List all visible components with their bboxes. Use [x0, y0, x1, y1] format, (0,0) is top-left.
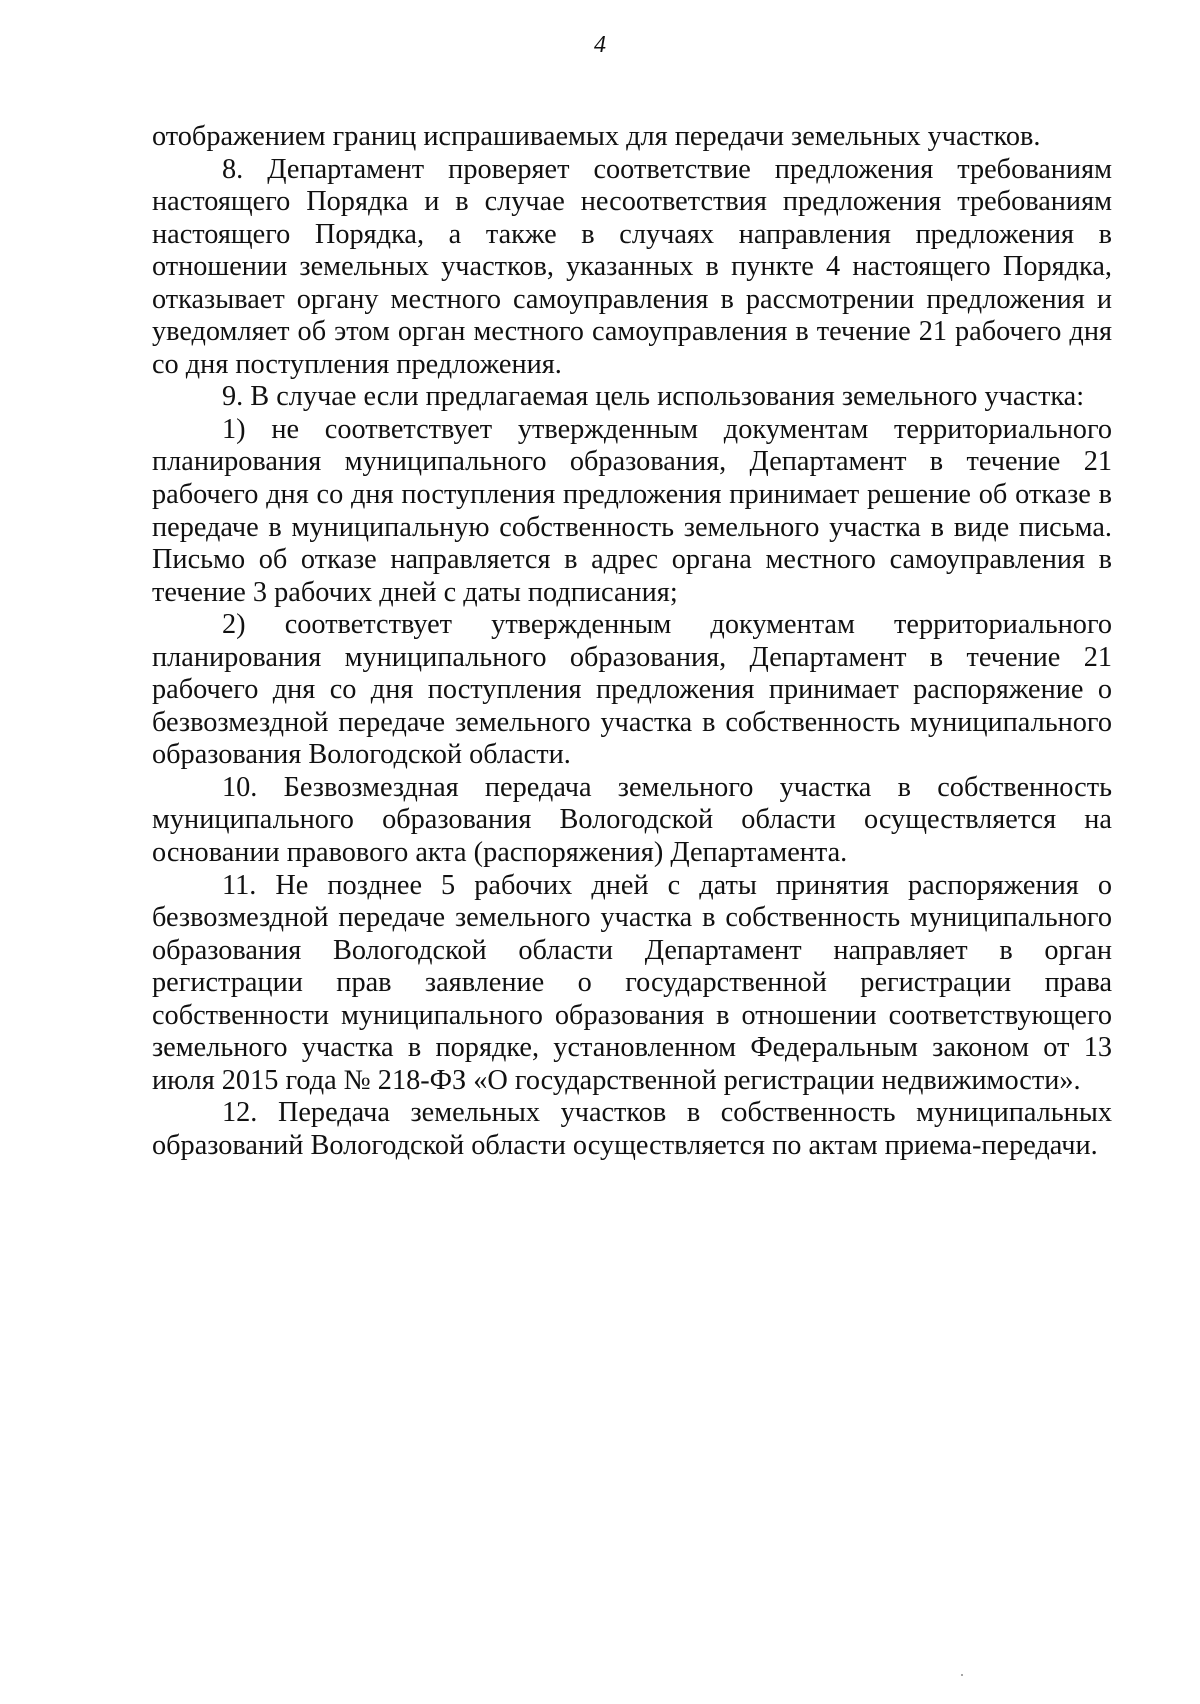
- document-body: [152, 121, 1112, 1163]
- paragraph-item-8: 8. Департамент проверяет соответствие предложения требованиям настоящего Порядка и в случае несоответствия предложения требованиям настоящего Порядка, а также в случаях направления предложения в отношении земельных участков, указанных в пункте 4 настоящего Порядка, отказывает органу местного самоуправления в рассмотрении предложения и уведомляет об этом орган местного самоуправления в течение 21 рабочего дня со дня поступления предложения.: [152, 153, 1112, 380]
- paragraph-item-11: 11. Не позднее 5 рабочих дней с даты принятия распоряжения о безвозмездной передаче земельного участка в собственность муниципального образования Вологодской области Департамент направляет в орган регистрации прав заявление о государственной регистрации права собственности муниципального образования в отношении соответствующего земельного участка в порядке, установленном Федеральным законом от 13 июля 2015 года № 218-ФЗ «О государственной регистрации недвижимости».: [152, 869, 1112, 1096]
- paragraph-item-9: 9. В случае если предлагаемая цель использования земельного участка:: [222, 381, 1085, 413]
- scan-speck: [961, 1674, 963, 1676]
- paragraph-item-9-2: 2) соответствует утвержденным документам территориального планирования муниципального образования, Департамент в течение 21 рабочего дня со дня поступления предложения принимает распоряжение о безвозмездной передаче земельного участка в собственность муниципального образования Вологодской области.: [152, 609, 1112, 771]
- paragraph-item-10: 10. Безвозмездная передача земельного участка в собственность муниципального образования Вологодской области осуществляется на основании правового акта (распоряжения) Департамента.: [152, 771, 1112, 869]
- paragraph-item-12: 12. Передача земельных участков в собственность муниципальных образований Вологодской области осуществляется по актам приема-передачи.: [152, 1097, 1112, 1161]
- paragraph-continuation: отображением границ испрашиваемых для передачи земельных участков.: [152, 121, 1041, 152]
- page-number: 4: [594, 32, 606, 58]
- paragraph-item-9-1: 1) не соответствует утвержденным документам территориального планирования муниципального образования, Департамент в течение 21 рабочего дня со дня поступления предложения принимает решение об отказе в передаче в муниципальную собственность земельного участка в виде письма. Письмо об отказе направляется в адрес органа местного самоуправления в течение 3 рабочих дней с даты подписания;: [152, 413, 1112, 608]
